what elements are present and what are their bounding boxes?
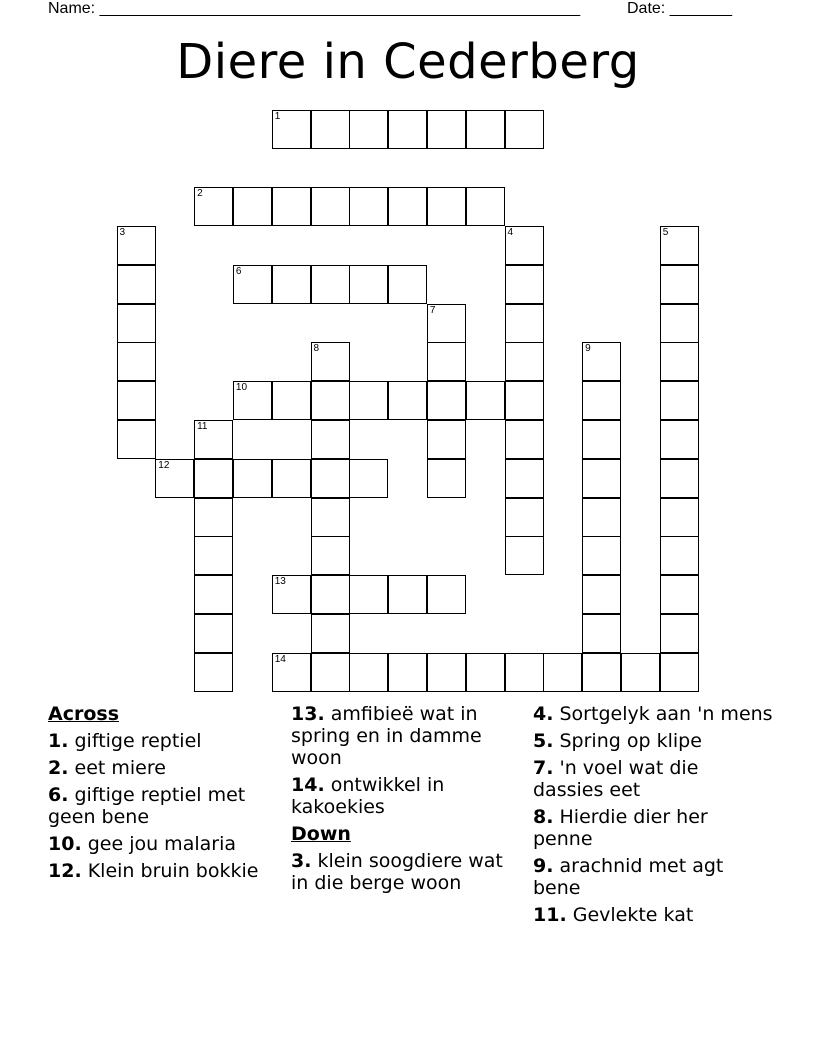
- clue-across-13: 13. amfibieë wat in spring en in damme woon: [291, 703, 482, 769]
- grid-cell[interactable]: [349, 459, 388, 498]
- grid-cell[interactable]: [117, 265, 156, 304]
- grid-cell[interactable]: [117, 226, 156, 265]
- grid-cell[interactable]: [311, 342, 350, 381]
- grid-cell[interactable]: [466, 653, 505, 692]
- grid-cell[interactable]: [272, 110, 311, 149]
- clue-down-3: 3. klein soogdiere wat in die berge woon: [291, 850, 503, 894]
- grid-cell[interactable]: [388, 653, 427, 692]
- grid-cell[interactable]: [427, 575, 466, 614]
- clue-down-8: 8. Hierdie dier her penne: [533, 806, 708, 850]
- clue-across-1: 1. giftige reptiel: [48, 730, 202, 752]
- grid-cell[interactable]: [660, 459, 699, 498]
- grid-cell[interactable]: [505, 226, 544, 265]
- grid-cell[interactable]: [233, 381, 272, 420]
- grid-cell[interactable]: [427, 342, 466, 381]
- page-title: Diere in Cederberg: [176, 34, 640, 90]
- name-field-label: Name: ______________________________________________________: [48, 0, 581, 17]
- clue-across-10: 10. gee jou malaria: [48, 833, 236, 855]
- grid-cell[interactable]: [660, 342, 699, 381]
- grid-cell[interactable]: [155, 459, 194, 498]
- cell-number: 4: [507, 226, 514, 238]
- grid-cell[interactable]: [272, 381, 311, 420]
- clue-column-1: [48, 703, 273, 887]
- grid-cell[interactable]: [660, 498, 699, 537]
- grid-cell[interactable]: [660, 265, 699, 304]
- grid-cell[interactable]: [311, 536, 350, 575]
- grid-cell[interactable]: [311, 381, 350, 420]
- grid-cell[interactable]: [349, 187, 388, 226]
- grid-cell[interactable]: [582, 536, 621, 575]
- grid-cell[interactable]: [466, 187, 505, 226]
- grid-cell[interactable]: [582, 459, 621, 498]
- clue-across-12: 12. Klein bruin bokkie: [48, 860, 259, 882]
- grid-cell[interactable]: [505, 459, 544, 498]
- grid-cell[interactable]: [505, 110, 544, 149]
- grid-cell[interactable]: [311, 459, 350, 498]
- clue-across-14: 14. ontwikkel in kakoekies: [291, 774, 445, 818]
- grid-cell[interactable]: [660, 420, 699, 459]
- grid-cell[interactable]: [427, 110, 466, 149]
- grid-cell[interactable]: [349, 265, 388, 304]
- cell-number: 13: [274, 576, 286, 588]
- date-field-label: Date: _______: [627, 0, 732, 17]
- grid-cell[interactable]: [582, 381, 621, 420]
- cell-number: 3: [119, 226, 126, 238]
- grid-cell[interactable]: [233, 265, 272, 304]
- grid-cell[interactable]: [311, 187, 350, 226]
- clue-down-5: 5. Spring op klipe: [533, 730, 702, 752]
- cell-number: 10: [235, 382, 248, 394]
- grid-cell[interactable]: [427, 420, 466, 459]
- grid-cell[interactable]: [621, 653, 660, 692]
- grid-cell[interactable]: [272, 575, 311, 614]
- grid-cell[interactable]: [388, 110, 427, 149]
- grid-cell[interactable]: [505, 653, 544, 692]
- clue-column-2: [291, 703, 519, 899]
- grid-cell[interactable]: [233, 459, 272, 498]
- cell-number: 1: [274, 110, 281, 122]
- clue-down-7: 7. 'n voel wat die dassies eet: [533, 757, 699, 801]
- grid-cell[interactable]: [117, 381, 156, 420]
- grid-cell[interactable]: [194, 459, 233, 498]
- grid-cell[interactable]: [233, 187, 272, 226]
- cell-number: 7: [429, 304, 436, 316]
- grid-cell[interactable]: [194, 575, 233, 614]
- grid-cell[interactable]: [660, 226, 699, 265]
- across-heading: Across: [48, 703, 120, 725]
- grid-cell[interactable]: [311, 110, 350, 149]
- grid-cell[interactable]: [582, 498, 621, 537]
- grid-cell[interactable]: [505, 536, 544, 575]
- grid-cell[interactable]: [543, 653, 582, 692]
- grid-cell[interactable]: [427, 304, 466, 343]
- grid-cell[interactable]: [349, 381, 388, 420]
- grid-cell[interactable]: [660, 381, 699, 420]
- grid-cell[interactable]: [582, 575, 621, 614]
- grid-cell[interactable]: [582, 420, 621, 459]
- grid-cell[interactable]: [194, 614, 233, 653]
- grid-cell[interactable]: [660, 575, 699, 614]
- grid-cell[interactable]: [272, 459, 311, 498]
- grid-cell[interactable]: [272, 187, 311, 226]
- grid-cell[interactable]: [660, 653, 699, 692]
- grid-cell[interactable]: [117, 304, 156, 343]
- grid-cell[interactable]: [349, 110, 388, 149]
- grid-cell[interactable]: [466, 110, 505, 149]
- grid-cell[interactable]: [194, 420, 233, 459]
- grid-cell[interactable]: [505, 420, 544, 459]
- cell-number: 9: [585, 343, 591, 355]
- grid-cell[interactable]: [311, 265, 350, 304]
- grid-cell[interactable]: [582, 653, 621, 692]
- grid-cell[interactable]: [311, 420, 350, 459]
- grid-cell[interactable]: [466, 381, 505, 420]
- grid-cell[interactable]: [505, 342, 544, 381]
- grid-cell[interactable]: [194, 498, 233, 537]
- clue-column-3: [533, 703, 773, 931]
- grid-cell[interactable]: [582, 342, 621, 381]
- cell-number: 2: [197, 188, 203, 200]
- grid-cell[interactable]: [427, 653, 466, 692]
- cell-number: 6: [235, 265, 242, 277]
- grid-cell[interactable]: [194, 653, 233, 692]
- grid-cell[interactable]: [311, 614, 350, 653]
- cell-number: 5: [662, 226, 669, 238]
- grid-cell[interactable]: [388, 265, 427, 304]
- grid-cell[interactable]: [660, 614, 699, 653]
- grid-cell[interactable]: [505, 381, 544, 420]
- grid-cell[interactable]: [505, 304, 544, 343]
- clue-across-2: 2. eet miere: [48, 757, 166, 779]
- grid-cell[interactable]: [349, 653, 388, 692]
- cell-number: 8: [313, 343, 320, 355]
- grid-cell[interactable]: [427, 459, 466, 498]
- grid-cell[interactable]: [582, 614, 621, 653]
- grid-cell[interactable]: [660, 304, 699, 343]
- grid-cell[interactable]: [388, 187, 427, 226]
- grid-cell[interactable]: [505, 498, 544, 537]
- clue-down-4: 4. Sortgelyk aan 'n mens: [533, 703, 773, 725]
- grid-cell[interactable]: [311, 653, 350, 692]
- grid-cell[interactable]: [660, 536, 699, 575]
- grid-cell[interactable]: [349, 575, 388, 614]
- grid-cell[interactable]: [272, 265, 311, 304]
- grid-cell[interactable]: [194, 536, 233, 575]
- grid-cell[interactable]: [427, 187, 466, 226]
- cell-number: 12: [158, 459, 170, 471]
- grid-cell[interactable]: [505, 265, 544, 304]
- clue-down-9: 9. arachnid met agt bene: [533, 855, 724, 899]
- clue-across-6: 6. giftige reptiel met geen bene: [48, 784, 246, 828]
- grid-cell[interactable]: [272, 653, 311, 692]
- grid-cell[interactable]: [117, 342, 156, 381]
- cell-number: 14: [274, 653, 286, 665]
- grid-cell[interactable]: [388, 381, 427, 420]
- cell-number: 11: [197, 420, 208, 432]
- down-heading: Down: [291, 823, 351, 845]
- grid-cell[interactable]: [427, 381, 466, 420]
- grid-cell[interactable]: [388, 575, 427, 614]
- grid-cell[interactable]: [311, 498, 350, 537]
- clue-down-11: 11. Gevlekte kat: [533, 904, 694, 926]
- grid-cell[interactable]: [311, 575, 350, 614]
- grid-cell[interactable]: [194, 187, 233, 226]
- grid-cell[interactable]: [117, 420, 156, 459]
